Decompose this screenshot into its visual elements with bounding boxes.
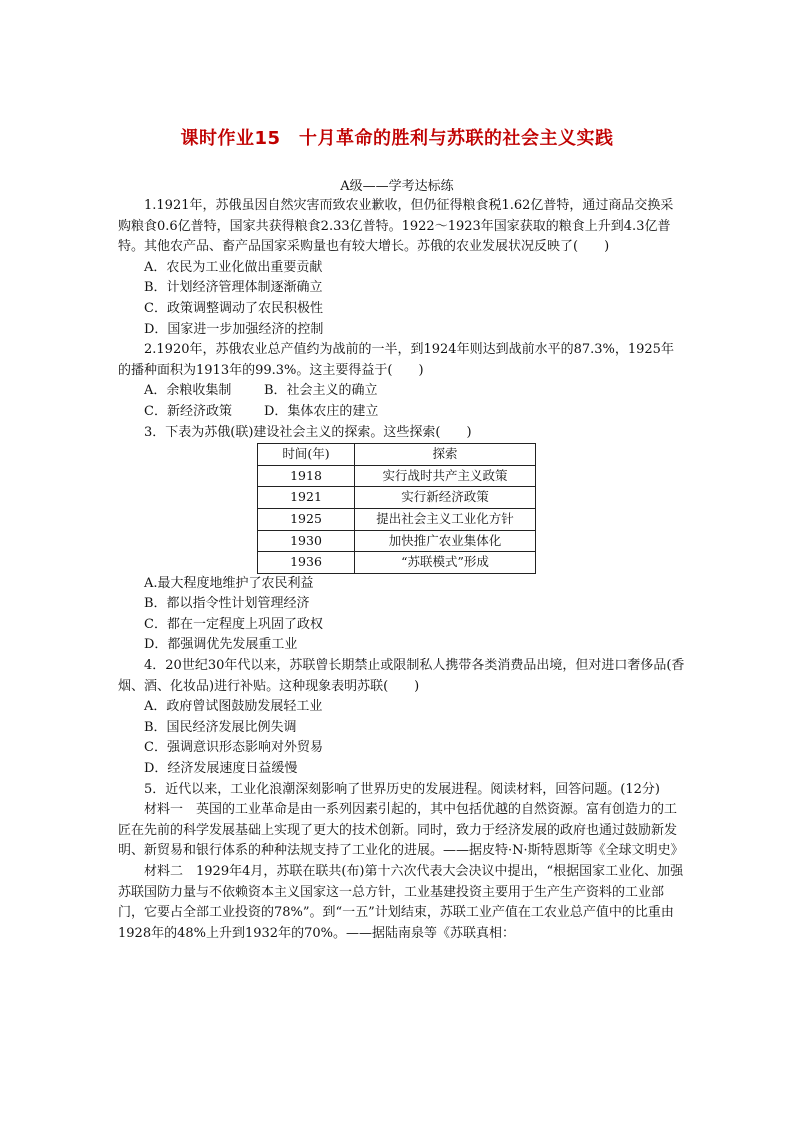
table-cell-exploration: “苏联模式”形成: [355, 552, 536, 574]
table-cell-exploration: 提出社会主义工业化方针: [355, 508, 536, 530]
table-cell-year: 1936: [258, 552, 355, 574]
question-2-options-row-2: [118, 402, 686, 423]
table-header-row: [258, 444, 536, 466]
question-4-option-d: D．经济发展速度日益缓慢: [144, 761, 298, 777]
table-row: [258, 487, 536, 509]
table-cell-year: 1921: [258, 487, 355, 509]
table-cell-year: 1918: [258, 465, 355, 487]
question-4-stem: 4．20世纪30年代以来，苏联曾长期禁止或限制私人携带各类消费品出境，但对进口奢侈品(香烟、酒、化妆品)进行补贴。这种现象表明苏联( ): [118, 658, 685, 694]
table-cell-exploration: 实行新经济政策: [355, 487, 536, 509]
question-2-option-d: D．集体农庄的建立: [264, 403, 379, 419]
question-1-option-d: D．国家进一步加强经济的控制: [144, 321, 324, 337]
page-title: 课时作业15 十月革命的胜利与苏联的社会主义实践: [180, 128, 614, 149]
question-3-option-c: C．都在一定程度上巩固了政权: [144, 616, 323, 632]
question-5-stem: 5．近代以来，工业化浪潮深刻影响了世界历史的发展进程。阅读材料，回答问题。(12分): [144, 781, 660, 797]
question-3-option-d: D．都强调优先发展重工业: [144, 637, 298, 653]
table-row: [258, 465, 536, 487]
question-3-option-b: B．都以指令性计划管理经济: [144, 596, 310, 612]
table-row: [258, 530, 536, 552]
question-3-option-a: A.最大程度地维护了农民利益: [144, 575, 314, 591]
question-2-options-row-1: [118, 381, 686, 402]
table-cell-year: 1925: [258, 508, 355, 530]
question-2-option-a: A．余粮收集制: [144, 383, 232, 399]
question-2-option-b: B．社会主义的确立: [264, 383, 378, 399]
exploration-table: [257, 443, 536, 574]
table-cell-year: 1930: [258, 530, 355, 552]
table-cell-exploration: 实行战时共产主义政策: [355, 465, 536, 487]
question-2-stem: 2.1920年，苏俄农业总产值约为战前的一半，到1924年则达到战前水平的87.3%，1925年的播种面积为1913年的99.3%。这主要得益于( ): [118, 342, 674, 378]
table-header-year: 时间(年): [258, 444, 355, 466]
table-cell-exploration: 加快推广农业集体化: [355, 530, 536, 552]
table-row: [258, 508, 536, 530]
question-1-option-a: A．农民为工业化做出重要贡献: [144, 259, 323, 275]
section-heading: A级——学考达标练: [340, 179, 454, 194]
material-1: 材料一 英国的工业革命是由一系列因素引起的，其中包括优越的自然资源。富有创造力的工匠在先前的科学发展基础上实现了更大的技术创新。同时，致力于经济发展的政府也通过鼓励新发明、新贸易和银行体系的种种法规支持了工业化的进展。——据皮特·N·斯特恩斯等《全球文明史》: [118, 802, 684, 859]
question-3-stem: 3．下表为苏俄(联)建设社会主义的探索。这些探索( ): [144, 424, 472, 440]
question-4-option-a: A．政府曾试图鼓励发展轻工业: [144, 699, 323, 715]
question-2-option-c: C．新经济政策: [144, 403, 232, 419]
question-list: [118, 196, 686, 944]
question-1-option-c: C．政策调整调动了农民积极性: [144, 300, 323, 316]
question-4-option-b: B．国民经济发展比例失调: [144, 719, 297, 735]
question-1-option-b: B．计划经济管理体制逐渐确立: [144, 280, 323, 296]
question-4-option-c: C．强调意识形态影响对外贸易: [144, 740, 323, 756]
table-row: [258, 552, 536, 574]
material-2: 材料二 1929年4月，苏联在联共(布)第十六次代表大会决议中提出，“根据国家工业化、加强苏联国防力量与不依赖资本主义国家这一总方针，工业基建投资主要用于生产生产资料的工业部门，它要占全部工业投资的78%”。到“一五”计划结束，苏联工业产值在工农业总产值中的比重由1928年的48%上升到1932年的70%。——据陆南泉等《苏联真相：: [118, 864, 684, 941]
question-1-stem: 1.1921年，苏俄虽因自然灾害而致农业歉收，但仍征得粮食税1.62亿普特，通过商品交换采购粮食0.6亿普特，国家共获得粮食2.33亿普特。1922～1923年国家获取的粮食上升到4.3亿普特。其他农产品、畜产品国家采购量也有较大增长。苏俄的农业发展状况反映了( ): [118, 198, 674, 255]
table-header-exploration: 探索: [355, 444, 536, 466]
